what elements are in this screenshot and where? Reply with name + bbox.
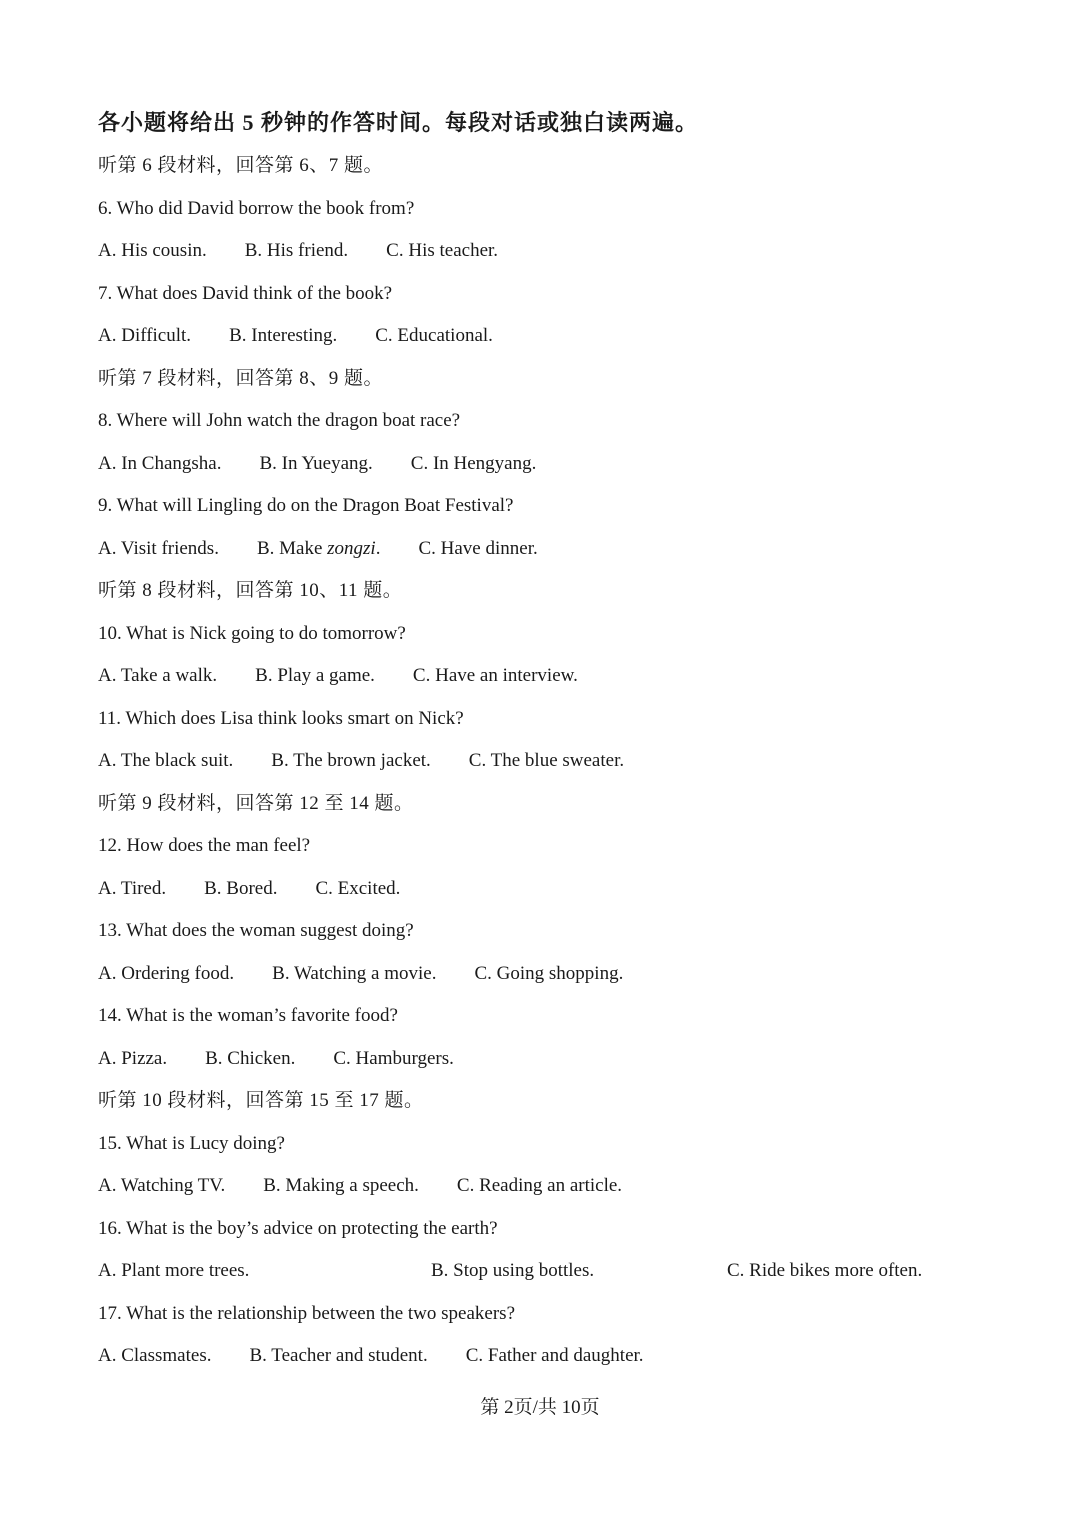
answer-option: A. Watching TV. <box>98 1175 226 1196</box>
answer-option: A. Difficult. <box>98 325 192 346</box>
answer-options <box>98 1174 660 1198</box>
answer-options <box>98 664 616 688</box>
question-text: 6. Who did David borrow the book from? <box>98 197 415 219</box>
answer-option: C. His teacher. <box>386 240 499 261</box>
section-heading: 听第 6 段材料，回答第 6、7 题。 <box>98 155 384 176</box>
question-text: 12. How does the man feel? <box>98 835 311 856</box>
answer-options <box>98 877 438 901</box>
answer-option: B. Making a speech. <box>263 1175 419 1196</box>
answer-option: B. Stop using bottles. <box>431 1260 595 1281</box>
answer-options <box>98 239 536 263</box>
answer-option: C. Have an interview. <box>412 665 578 686</box>
answer-option: A. The black suit. <box>98 750 234 771</box>
answer-option: B. Chicken. <box>205 1047 296 1069</box>
answer-option: B. Play a game. <box>255 665 375 686</box>
question-text: 16. What is the boy’s advice on protecting the earth? <box>98 1217 498 1239</box>
answer-option: A. Plant more trees. <box>98 1260 250 1281</box>
section-heading: 听第 7 段材料，回答第 8、9 题。 <box>98 367 384 389</box>
answer-option: C. Reading an article. <box>456 1175 623 1196</box>
section-heading: 听第 10 段材料，回答第 15 至 17 题。 <box>98 1090 424 1111</box>
answer-options <box>98 1344 682 1368</box>
answer-option: A. Classmates. <box>98 1345 212 1366</box>
question-text: 8. Where will John watch the dragon boat race? <box>98 410 461 431</box>
answer-option: A. Tired. <box>98 877 167 899</box>
answer-options <box>98 1047 492 1071</box>
question-text: 14. What is the woman’s favorite food? <box>98 1005 398 1026</box>
question-text: 15. What is Lucy doing? <box>98 1132 285 1154</box>
answer-options <box>98 324 531 348</box>
answer-options <box>98 1259 960 1283</box>
question-text: 10. What is Nick going to do tomorrow? <box>98 622 406 644</box>
answer-option: C. Excited. <box>315 877 401 899</box>
section-heading: 听第 9 段材料，回答第 12 至 14 题。 <box>98 792 414 814</box>
answer-option: B. Teacher and student. <box>249 1345 428 1366</box>
answer-option: C. Ride bikes more often. <box>727 1260 923 1281</box>
question-text: 9. What will Lingling do on the Dragon Boat Festival? <box>98 495 514 516</box>
question-text: 7. What does David think of the book? <box>98 282 393 304</box>
answer-options <box>98 749 662 773</box>
question-text: 13. What does the woman suggest doing? <box>98 920 414 941</box>
answer-option: A. Ordering food. <box>98 962 235 984</box>
answer-option: C. Going shopping. <box>474 962 624 984</box>
answer-option: B. Interesting. <box>229 325 338 346</box>
answer-options <box>98 452 574 476</box>
answer-option: C. The blue sweater. <box>468 750 625 771</box>
section-instruction: 各小题将给出 5 秒钟的作答时间。每段对话或独白读两遍。 <box>98 110 699 135</box>
answer-option: C. In Hengyang. <box>410 452 537 474</box>
answer-option: B. The brown jacket. <box>271 750 431 771</box>
question-text: 17. What is the relationship between the two speakers? <box>98 1302 515 1324</box>
answer-option: C. Have dinner. <box>418 537 538 559</box>
answer-options <box>98 962 661 986</box>
answer-options <box>98 537 576 561</box>
answer-option: A. Pizza. <box>98 1047 168 1069</box>
answer-option: B. His friend. <box>244 240 349 261</box>
answer-option: C. Educational. <box>375 325 493 346</box>
question-text: 11. Which does Lisa think looks smart on Nick? <box>98 707 464 729</box>
answer-option: C. Hamburgers. <box>333 1047 454 1069</box>
answer-option: B. Watching a movie. <box>272 962 437 984</box>
answer-option: A. In Changsha. <box>98 452 222 474</box>
page-number: 第 2页/共 10页 <box>480 1397 600 1418</box>
answer-option: C. Father and daughter. <box>465 1345 644 1366</box>
answer-option: B. In Yueyang. <box>259 452 373 474</box>
section-heading: 听第 8 段材料，回答第 10、11 题。 <box>98 580 403 601</box>
answer-option: B. Make zongzi. <box>256 537 381 559</box>
answer-option: A. His cousin. <box>98 240 207 261</box>
answer-option: A. Take a walk. <box>98 665 218 686</box>
answer-option: A. Visit friends. <box>98 537 219 559</box>
answer-option: B. Bored. <box>204 877 278 899</box>
